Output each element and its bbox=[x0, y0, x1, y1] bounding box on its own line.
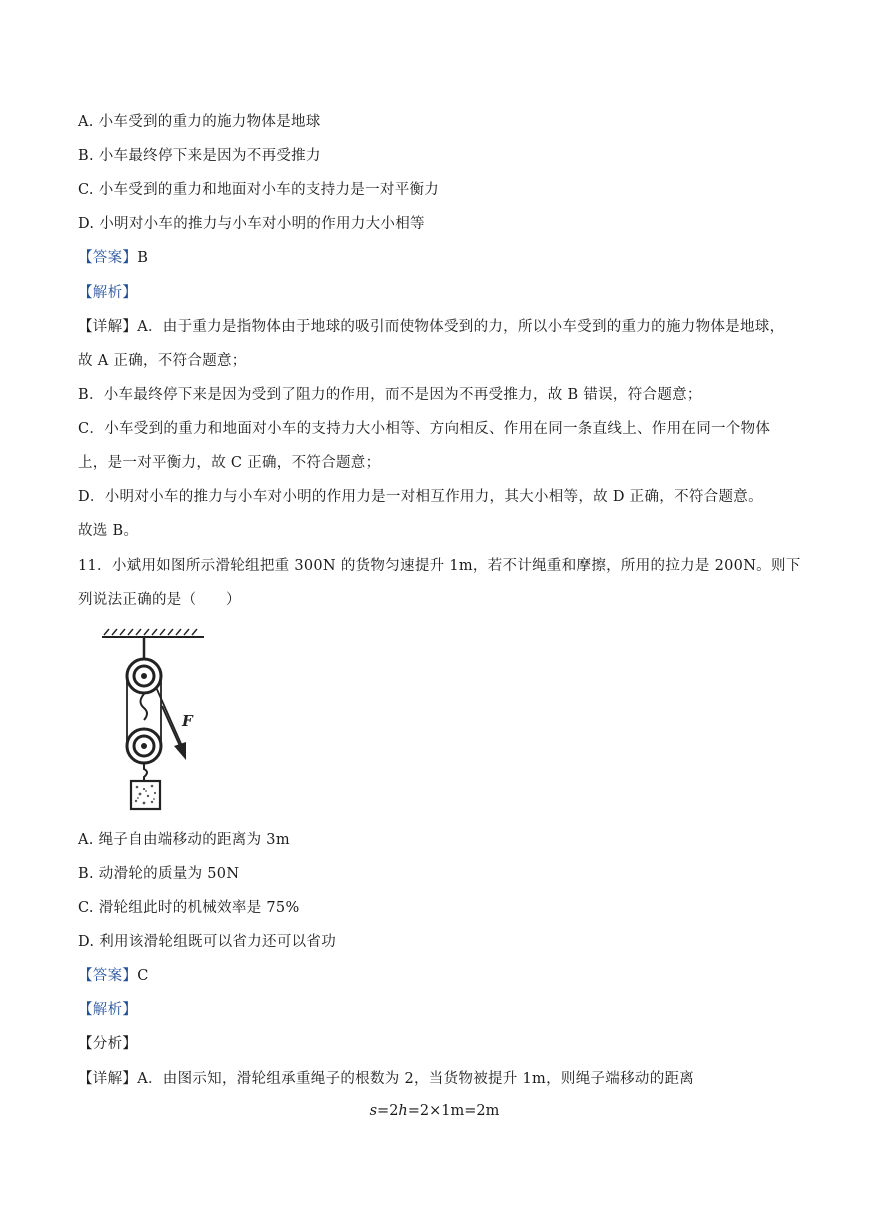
q10-option-b: B. 小车最终停下来是因为不再受推力 bbox=[78, 148, 321, 164]
q10-answer bbox=[78, 248, 148, 268]
q11-option-c: C. 滑轮组此时的机械效率是 75% bbox=[78, 900, 300, 916]
cargo-box bbox=[131, 781, 160, 809]
fixed-pulley bbox=[127, 659, 161, 693]
q11-formula: s=2h=2×1m=2m bbox=[369, 1103, 500, 1119]
q10-detail-line: C．小车受到的重力和地面对小车的支持力大小相等、方向相反、作用在同一条直线上、作用在同一个物体 bbox=[78, 421, 771, 437]
force-label: F bbox=[182, 712, 193, 730]
q11-option-a: A. 绳子自由端移动的距离为 3m bbox=[78, 832, 290, 848]
q11-analysis-sub-tag: 【分析】 bbox=[78, 1036, 138, 1052]
q11-answer bbox=[78, 966, 149, 986]
answer-value: B bbox=[137, 250, 149, 266]
q10-detail-line: 【详解】A．由于重力是指物体由于地球的吸引而使物体受到的力，所以小车受到的重力的施力物体是地球， bbox=[78, 319, 785, 335]
answer-tag: 【答案】 bbox=[78, 250, 138, 266]
detail-tag: 【详解】 bbox=[78, 1071, 138, 1087]
answer-value: C bbox=[137, 968, 149, 984]
q10-analysis-tag: 【解析】 bbox=[78, 285, 138, 301]
q10-detail-line: B．小车最终停下来是因为受到了阻力的作用，而不是因为不再受推力，故 B 错误，符合题意； bbox=[78, 387, 702, 403]
pulley-system-figure bbox=[100, 628, 212, 814]
answer-tag: 【答案】 bbox=[78, 968, 138, 984]
q11-analysis-tag: 【解析】 bbox=[78, 1002, 138, 1018]
q11-stem: 列说法正确的是（ ） bbox=[78, 592, 241, 608]
q11-detail-line: 【详解】A．由图示知，滑轮组承重绳子的根数为 2，当货物被提升 1m，则绳子端移动的距离 bbox=[78, 1071, 695, 1087]
q10-option-c: C. 小车受到的重力和地面对小车的支持力是一对平衡力 bbox=[78, 182, 440, 198]
q10-option-d: D. 小明对小车的推力与小车对小明的作用力大小相等 bbox=[78, 216, 425, 232]
q10-option-a: A. 小车受到的重力的施力物体是地球 bbox=[78, 114, 321, 130]
q10-detail-line: 上，是一对平衡力，故 C 正确，不符合题意； bbox=[78, 455, 381, 471]
q11-option-b: B. 动滑轮的质量为 50N bbox=[78, 866, 240, 882]
detail-tag: 【详解】 bbox=[78, 319, 138, 335]
q11-option-d: D. 利用该滑轮组既可以省力还可以省功 bbox=[78, 934, 337, 950]
q10-detail-line: 故 A 正确，不符合题意； bbox=[78, 353, 247, 369]
q11-stem: 11．小斌用如图所示滑轮组把重 300N 的货物匀速提升 1m，若不计绳重和摩擦，所用的拉力是 200N。则下 bbox=[78, 558, 801, 574]
ceiling-support bbox=[102, 629, 204, 637]
q10-conclusion: 故选 B。 bbox=[78, 523, 139, 539]
q10-detail-line: D．小明对小车的推力与小车对小明的作用力是一对相互作用力，其大小相等，故 D 正确，不符合题意。 bbox=[78, 489, 763, 505]
movable-pulley bbox=[127, 729, 161, 763]
